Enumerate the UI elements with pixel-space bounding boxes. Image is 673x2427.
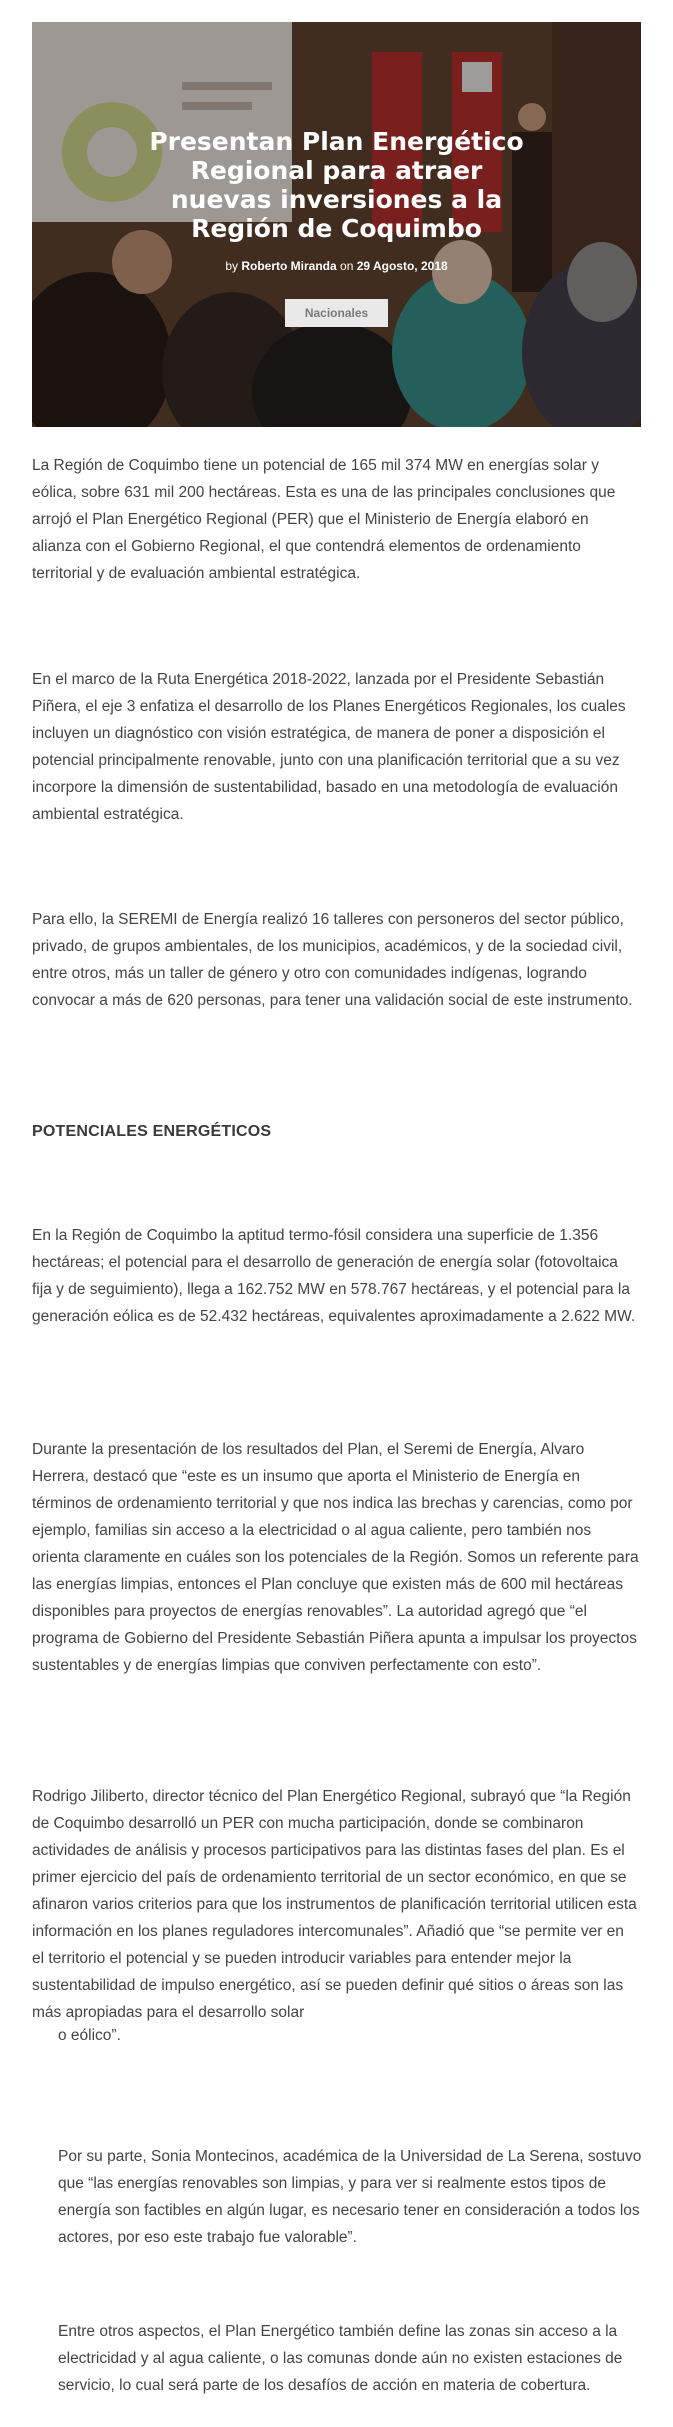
paragraph-7: Por su parte, Sonia Montecinos, académica de la Universidad de La Serena, sostuvo que “las energías renovables son limpias, y para ver si realmente estos tipos de energía son factibles en algún lugar, es necesario tener en consideración a todos los actores, por eso este trabajo fue valorable”.	[58, 2148, 642, 2246]
paragraph-5: Durante la presentación de los resultados del Plan, el Seremi de Energía, Alvaro Herrera, destacó que “este es un insumo que aporta el Ministerio de Energía en términos de ordenamiento territorial y que nos indica las brechas y carencias, como por ejemplo, familias sin acceso a la electricidad o al agua caliente, pero también nos orienta claramente en cuáles son los potenciales de la Región. Somos un referente para las energías limpias, entonces el Plan concluye que existen más de 600 mil hectáreas disponibles para proyectos de energías renovables”. La autoridad agregó que “el programa de Gobierno del Presidente Sebastián Piñera apunta a impulsar los proyectos sustentables y de energías limpias que conviven perfectamente con esto”.	[32, 1441, 639, 1674]
date-prefix: on	[340, 259, 354, 273]
author-link[interactable]: Roberto Miranda	[241, 259, 337, 273]
paragraph-1: La Región de Coquimbo tiene un potencial de 165 mil 374 MW en energías solar y eólica, sobre 631 mil 200 hectáreas. Esta es una de las principales conclusiones que arrojó el Plan Energético Regional (PER) que el Ministerio de Energía elaboró en alianza con el Gobierno Regional, el que contendrá elementos de ordenamiento territorial y de evaluación ambiental estratégica.	[32, 457, 616, 582]
article-title: Presentan Plan Energético Regional para atraer nuevas inversiones a la Región de Coquimbo	[149, 127, 524, 243]
paragraph-3: Para ello, la SEREMI de Energía realizó 16 talleres con personeros del sector público, privado, de grupos ambientales, de los municipios, académicos, y de la sociedad civil, entre otros, más un taller de género y otro con comunidades indígenas, logrando convocar a más de 620 personas, para tener una validación social de este instrumento.	[32, 911, 633, 1009]
paragraph-2: En el marco de la Ruta Energética 2018-2022, lanzada por el Presidente Sebastián Piñera, el eje 3 enfatiza el desarrollo de los Planes Energéticos Regionales, los cuales incluyen un diagnóstico con visión estratégica, de manera de poner a disposición el potencial principalmente renovable, junto con una planificación territorial que a su vez incorpore la dimensión de sustentabilidad, basado en una metodología de evaluación ambiental estratégica.	[32, 671, 626, 823]
paragraph-4: En la Región de Coquimbo la aptitud termo-fósil considera una superficie de 1.356 hectáreas; el potencial para el desarrollo de generación de energía solar (fotovoltaica fija y de seguimiento), llega a 162.752 MW en 578.767 hectáreas, y el potencial para la generación eólica es de 52.432 hectáreas, equivalentes aproximadamente a 2.622 MW.	[32, 1227, 636, 1325]
article-date: 29 Agosto, 2018	[356, 259, 448, 273]
article-meta	[32, 259, 641, 273]
hero-content	[32, 127, 641, 327]
section-heading: POTENCIALES ENERGÉTICOS	[32, 1123, 272, 1140]
paragraph-6: Rodrigo Jiliberto, director técnico del Plan Energético Regional, subrayó que “la Región de Coquimbo desarrolló un PER con mucha participación, donde se combinaron actividades de análisis y procesos participativos para las distintas fases del plan. Es el primer ejercicio del país de ordenamiento territorial de un sector económico, en que se afinaron varios criterios para que los instrumentos de planificación territorial utilicen esta información en los planes reguladores intercomunales”. Añadió que “se permite ver en el territorio el potencial y se pueden introducir variables para entender mejor la sustentabilidad de impulso energético, así se pueden definir qué sitios o áreas son las más apropiadas para el desarrollo solar	[32, 1788, 637, 2021]
paragraph-6-continued: o eólico”.	[58, 2027, 121, 2044]
author-prefix: by	[225, 259, 238, 273]
hero-image	[32, 22, 641, 427]
paragraph-8: Entre otros aspectos, el Plan Energético también define las zonas sin acceso a la electricidad y al agua caliente, o las comunas donde aún no existen estaciones de servicio, lo cual será parte de los desafíos de acción en materia de cobertura.	[58, 2323, 623, 2394]
category-badge[interactable]: Nacionales	[285, 299, 388, 327]
